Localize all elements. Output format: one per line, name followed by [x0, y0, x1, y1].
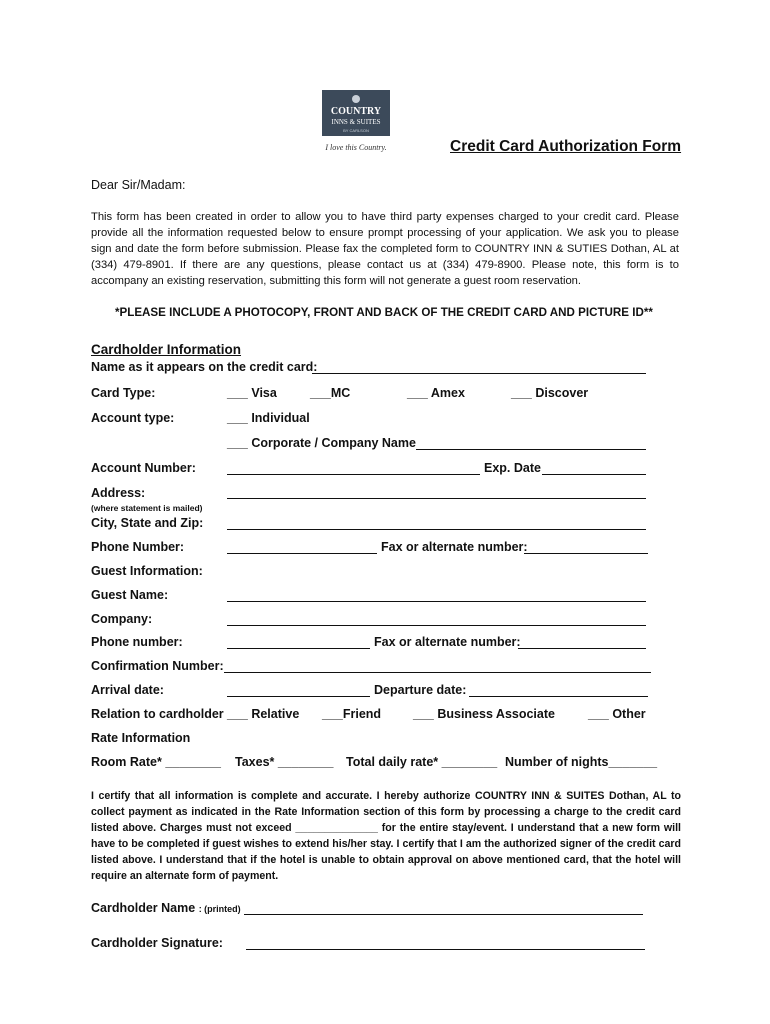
photocopy-notice: *PLEASE INCLUDE A PHOTOCOPY, FRONT AND BACK OF THE CREDIT CARD AND PICTURE ID**	[115, 306, 653, 319]
card-mc-option[interactable]: ___MC	[310, 386, 351, 400]
card-name-field[interactable]	[312, 373, 646, 374]
city-state-zip-field[interactable]	[227, 529, 646, 530]
relation-friend-option[interactable]: ___Friend	[322, 707, 382, 721]
cardholder-section-title: Cardholder Information	[91, 342, 242, 357]
guest-fax-field[interactable]	[518, 648, 646, 649]
guest-fax-label: Fax or alternate number:	[374, 635, 521, 649]
relation-other-option[interactable]: ___ Other	[588, 707, 646, 721]
account-number-label: Account Number:	[91, 461, 196, 475]
cardholder-name-field[interactable]	[244, 914, 643, 915]
printed-note: : (printed)	[198, 904, 241, 914]
certification-paragraph: I certify that all information is complete and accurate. I hereby authorize COUNTRY INN & SUITES Dothan, AL to collect payment as indicated in the Rate Information section of this form by processing a charge to the credit card listed above. Charges must not exceed ______________ for the entire stay/event. I understand that a new form will have to be completed if guest wishes to extend his/her stay. I certify that I am the authorized signer of the credit card listed above. I understand that if the hotel is unable to obtain approval on above mentioned card, that the hotel will require an alternate form of payment.	[91, 790, 681, 882]
rate-section-label: Rate Information	[91, 731, 191, 745]
account-individual-option[interactable]: ___ Individual	[227, 411, 310, 425]
departure-date-label: Departure date:	[374, 683, 467, 697]
guest-name-label: Guest Name:	[91, 588, 169, 602]
logo-brand-line3: BY CARLSON	[343, 128, 369, 133]
exp-date-label: Exp. Date	[484, 461, 541, 475]
address-field[interactable]	[227, 498, 646, 499]
logo-tagline: I love this Country.	[325, 143, 387, 152]
confirmation-number-field[interactable]	[224, 672, 651, 673]
relation-associate-option[interactable]: ___ Business Associate	[413, 707, 555, 721]
card-amex-option[interactable]: ___ Amex	[407, 386, 465, 400]
confirmation-number-label: Confirmation Number:	[91, 659, 224, 673]
address-label: Address:	[91, 486, 146, 500]
guest-phone-field[interactable]	[227, 648, 370, 649]
cardholder-fax-label: Fax or alternate number:	[381, 540, 528, 554]
cardholder-name-label: Cardholder Name	[91, 901, 196, 915]
logo-brand-line2: INNS & SUITES	[331, 118, 381, 126]
guest-phone-label: Phone number:	[91, 635, 183, 649]
account-corporate-option[interactable]: ___ Corporate / Company Name	[227, 436, 416, 450]
account-type-label: Account type:	[91, 411, 175, 425]
total-daily-rate-field[interactable]: Total daily rate* ________	[346, 755, 498, 769]
relation-label: Relation to cardholder	[91, 707, 224, 721]
company-name-field[interactable]	[416, 449, 646, 450]
departure-date-field[interactable]	[469, 696, 648, 697]
company-field[interactable]	[227, 625, 646, 626]
arrival-date-field[interactable]	[227, 696, 370, 697]
guest-section-label: Guest Information:	[91, 564, 203, 578]
room-rate-field[interactable]: Room Rate* ________	[91, 755, 221, 769]
cardholder-phone-label: Phone Number:	[91, 540, 185, 554]
cardholder-signature-field[interactable]	[246, 949, 645, 950]
country-inns-logo	[318, 90, 394, 156]
company-label: Company:	[91, 612, 153, 626]
logo-brand-line1: COUNTRY	[330, 106, 382, 117]
cardholder-signature-label: Cardholder Signature:	[91, 936, 223, 950]
taxes-field[interactable]: Taxes* ________	[235, 755, 334, 769]
number-of-nights-field[interactable]: Number of nights_______	[505, 755, 658, 769]
exp-date-field[interactable]	[542, 474, 646, 475]
card-name-label: Name as it appears on the credit card:	[91, 360, 318, 374]
address-note: (where statement is mailed)	[91, 503, 203, 513]
guest-name-field[interactable]	[227, 601, 646, 602]
cardholder-phone-field[interactable]	[227, 553, 377, 554]
card-visa-option[interactable]: ___ Visa	[227, 386, 277, 400]
relation-relative-option[interactable]: ___ Relative	[227, 707, 300, 721]
account-number-field[interactable]	[227, 474, 480, 475]
form-title: Credit Card Authorization Form	[450, 138, 682, 155]
card-type-label: Card Type:	[91, 386, 156, 400]
city-state-zip-label: City, State and Zip:	[91, 516, 204, 530]
cardholder-fax-field[interactable]	[524, 553, 648, 554]
cardholder-name-printed-label	[91, 901, 241, 915]
intro-paragraph: This form has been created in order to allow you to have third party expenses charged to your credit card. Please provide all the information requested below to ensure prompt processing of your application. We ask you to please sign and date the form before submission. Please fax the completed form to COUNTRY INN & SUTIES Dothan, AL at (334) 479-8901. If there are any questions, please contact us at (334) 479-8900. Please note, this form is to accompany an existing reservation, submitting this form will not generate a guest room reservation.	[91, 211, 679, 287]
card-discover-option[interactable]: ___ Discover	[511, 386, 589, 400]
arrival-date-label: Arrival date:	[91, 683, 164, 697]
greeting: Dear Sir/Madam:	[91, 178, 186, 192]
